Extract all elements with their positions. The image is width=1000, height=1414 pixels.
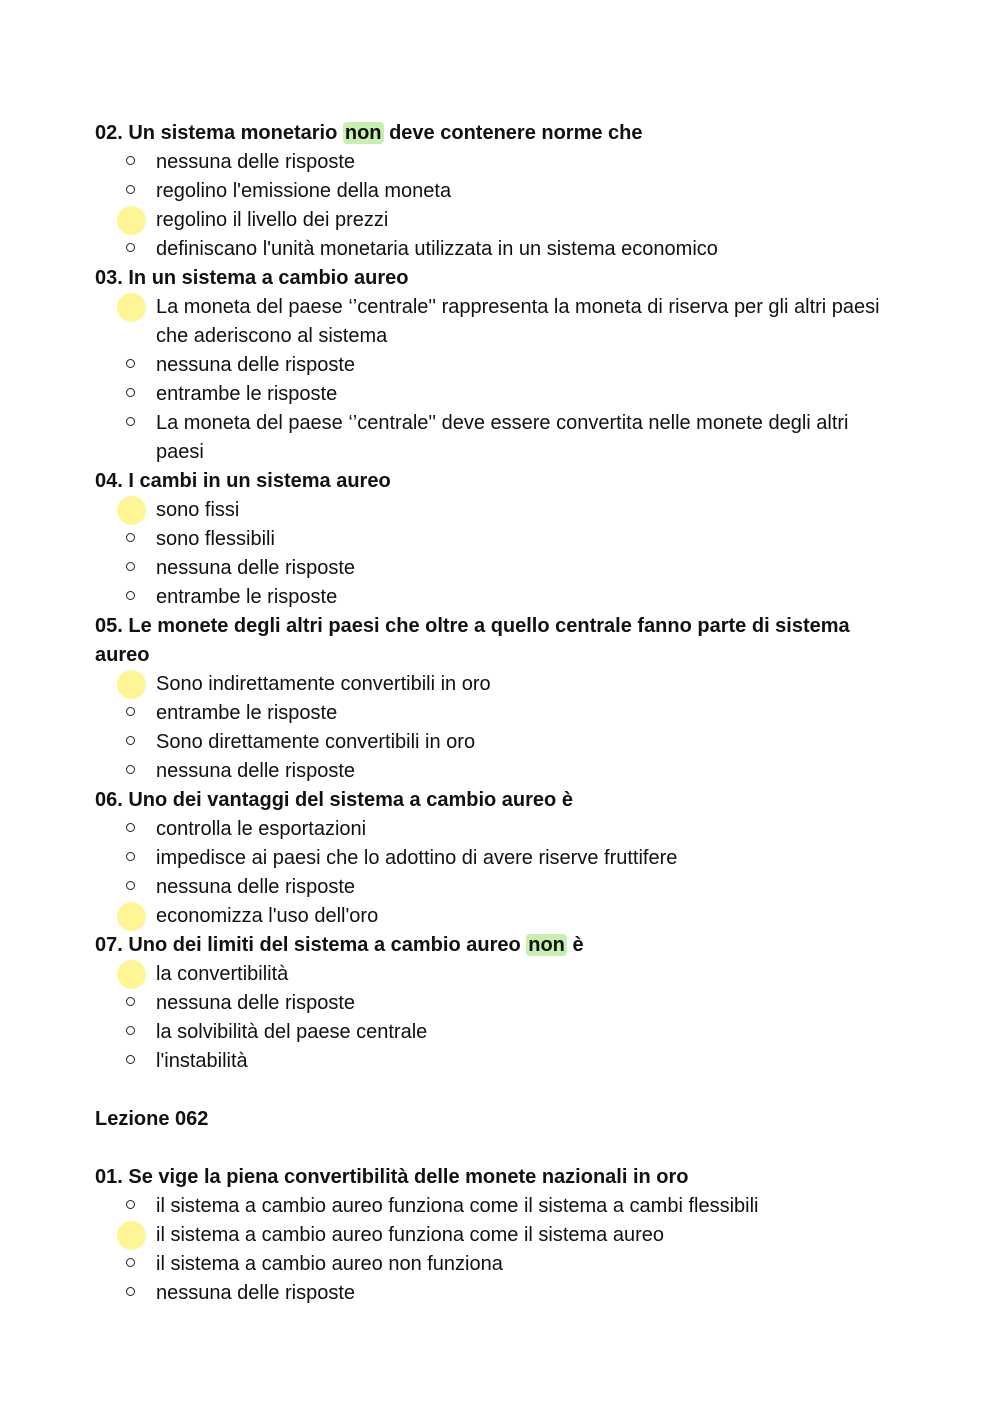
answer-option <box>95 525 900 554</box>
circle-bullet-icon <box>126 1258 135 1267</box>
question-block <box>95 612 900 786</box>
question-text-tail: è <box>566 934 584 956</box>
answer-option <box>95 235 900 264</box>
question-block <box>95 1163 900 1308</box>
circle-bullet-icon <box>126 707 135 716</box>
answer-text: Sono direttamente convertibili in oro <box>156 731 476 753</box>
keyword-highlight: non <box>344 122 382 144</box>
answer-text: La moneta del paese ‘’centrale'' deve essere convertita nelle monete degli altri paesi <box>156 412 849 463</box>
circle-bullet-icon <box>126 881 135 890</box>
answer-text: economizza l'uso dell'oro <box>156 905 379 927</box>
circle-bullet-icon <box>126 388 135 397</box>
correct-answer-marker-icon <box>117 670 146 699</box>
answer-option <box>95 960 900 989</box>
correct-answer-marker-icon <box>117 1221 146 1250</box>
answer-option <box>95 293 900 351</box>
question-text: 05. Le monete degli altri paesi che oltre a quello centrale fanno parte di sistema aureo <box>95 615 850 666</box>
circle-bullet-icon <box>126 533 135 542</box>
circle-bullet-icon <box>126 591 135 600</box>
circle-bullet-icon <box>126 562 135 571</box>
answer-option <box>95 1018 900 1047</box>
answer-text: la convertibilità <box>156 963 289 985</box>
circle-bullet-icon <box>126 1200 135 1209</box>
question-text: 03. In un sistema a cambio aureo <box>95 267 409 289</box>
answer-option <box>95 1221 900 1250</box>
answer-text: nessuna delle risposte <box>156 354 356 376</box>
keyword-highlight: non <box>528 934 565 956</box>
answer-option <box>95 1047 900 1076</box>
circle-bullet-icon <box>126 185 135 194</box>
answer-text: il sistema a cambio aureo non funziona <box>156 1253 503 1275</box>
answer-option <box>95 409 900 467</box>
answer-option <box>95 757 900 786</box>
answer-option <box>95 496 900 525</box>
question-text: 02. Un sistema monetario <box>95 122 343 144</box>
answer-text: nessuna delle risposte <box>156 557 356 579</box>
answer-text: controlla le esportazioni <box>156 818 367 840</box>
answer-text: entrambe le risposte <box>156 586 338 608</box>
circle-bullet-icon <box>126 417 135 426</box>
question-title <box>95 931 900 960</box>
correct-answer-marker-icon <box>117 960 146 989</box>
answer-text: entrambe le risposte <box>156 383 338 405</box>
answer-text: la solvibilità del paese centrale <box>156 1021 428 1043</box>
question-title <box>95 467 900 496</box>
answer-option <box>95 554 900 583</box>
circle-bullet-icon <box>126 1287 135 1296</box>
answer-text: il sistema a cambio aureo funziona come il sistema a cambi flessibili <box>156 1195 759 1217</box>
question-text: 01. Se vige la piena convertibilità delle monete nazionali in oro <box>95 1166 689 1188</box>
answer-option <box>95 1192 900 1221</box>
answer-options <box>95 1192 900 1308</box>
question-text: 06. Uno dei vantaggi del sistema a cambio aureo è <box>95 789 573 811</box>
answer-option <box>95 206 900 235</box>
answer-option <box>95 583 900 612</box>
answer-text: definiscano l'unità monetaria utilizzata in un sistema economico <box>156 238 718 260</box>
circle-bullet-icon <box>126 1055 135 1064</box>
question-title <box>95 119 900 148</box>
question-group-previous-lesson <box>95 119 900 1076</box>
circle-bullet-icon <box>126 852 135 861</box>
answer-text: l'instabilità <box>156 1050 248 1072</box>
answer-option <box>95 728 900 757</box>
answer-option <box>95 844 900 873</box>
circle-bullet-icon <box>126 243 135 252</box>
answer-text: nessuna delle risposte <box>156 760 356 782</box>
answer-option <box>95 351 900 380</box>
correct-answer-marker-icon <box>117 206 146 235</box>
answer-option <box>95 699 900 728</box>
answer-option <box>95 989 900 1018</box>
answer-text: regolino l'emissione della moneta <box>156 180 452 202</box>
question-block <box>95 119 900 264</box>
answer-options <box>95 293 900 467</box>
question-title <box>95 612 900 670</box>
circle-bullet-icon <box>126 359 135 368</box>
question-group-lesson-062 <box>95 1163 900 1308</box>
correct-answer-marker-icon <box>117 902 146 931</box>
question-text: 04. I cambi in un sistema aureo <box>95 470 391 492</box>
answer-option <box>95 902 900 931</box>
answer-options <box>95 148 900 264</box>
circle-bullet-icon <box>126 997 135 1006</box>
answer-text: Sono indirettamente convertibili in oro <box>156 673 491 695</box>
answer-options <box>95 815 900 931</box>
answer-text: regolino il livello dei prezzi <box>156 209 389 231</box>
answer-options <box>95 960 900 1076</box>
answer-text: il sistema a cambio aureo funziona come il sistema aureo <box>156 1224 665 1246</box>
answer-text: sono flessibili <box>156 528 275 550</box>
answer-text: nessuna delle risposte <box>156 992 356 1014</box>
question-title <box>95 1163 900 1192</box>
answer-text: La moneta del paese ‘’centrale'' rappresenta la moneta di riserva per gli altri paesi che aderiscono al sistema <box>156 296 880 347</box>
answer-text: impedisce ai paesi che lo adottino di avere riserve fruttifere <box>156 847 678 869</box>
question-block <box>95 786 900 931</box>
answer-options <box>95 496 900 612</box>
answer-text: entrambe le risposte <box>156 702 338 724</box>
circle-bullet-icon <box>126 1026 135 1035</box>
answer-option <box>95 148 900 177</box>
answer-text: nessuna delle risposte <box>156 876 356 898</box>
question-title <box>95 264 900 293</box>
answer-options <box>95 670 900 786</box>
circle-bullet-icon <box>126 736 135 745</box>
answer-option <box>95 177 900 206</box>
correct-answer-marker-icon <box>117 496 146 525</box>
answer-text: nessuna delle risposte <box>156 151 356 173</box>
answer-text: sono fissi <box>156 499 240 521</box>
answer-option <box>95 1279 900 1308</box>
answer-option <box>95 873 900 902</box>
section-title: Lezione 062 <box>95 1108 209 1130</box>
question-title <box>95 786 900 815</box>
answer-option <box>95 670 900 699</box>
question-text: 07. Uno dei limiti del sistema a cambio aureo <box>95 934 527 956</box>
question-block <box>95 264 900 467</box>
answer-option <box>95 380 900 409</box>
correct-answer-marker-icon <box>117 293 146 322</box>
question-block <box>95 467 900 612</box>
circle-bullet-icon <box>126 156 135 165</box>
answer-text: nessuna delle risposte <box>156 1282 356 1304</box>
circle-bullet-icon <box>126 823 135 832</box>
answer-option <box>95 1250 900 1279</box>
circle-bullet-icon <box>126 765 135 774</box>
question-text-tail: deve contenere norme che <box>383 122 643 144</box>
answer-option <box>95 815 900 844</box>
question-block <box>95 931 900 1076</box>
